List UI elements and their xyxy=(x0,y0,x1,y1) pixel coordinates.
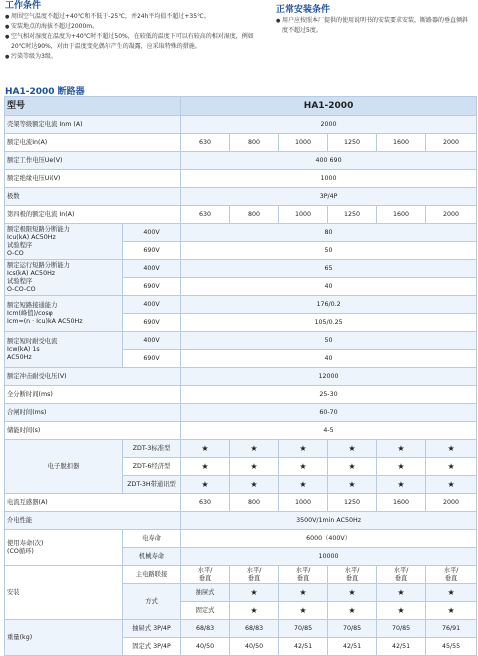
table-row xyxy=(5,530,477,548)
table-row xyxy=(5,620,477,638)
row-value: 800 xyxy=(230,134,279,152)
row-value: 800 xyxy=(230,206,279,224)
star-mark: ★ xyxy=(377,602,426,620)
voltage-label: 690V xyxy=(123,314,181,332)
star-mark: ★ xyxy=(328,584,377,602)
star-mark: ★ xyxy=(181,440,230,458)
row-value: 水平/ 垂直 xyxy=(426,566,477,584)
installation-conditions xyxy=(276,5,472,36)
star-mark: ★ xyxy=(377,458,426,476)
star-mark: ★ xyxy=(279,458,328,476)
row-label: 额定短时耐受电流 Icw(kA) 1s AC50Hz xyxy=(5,332,123,368)
table-row xyxy=(5,188,477,206)
row-value: 40 xyxy=(181,350,477,368)
table-row xyxy=(5,296,477,314)
row-value: 3500V/1min AC50Hz xyxy=(181,512,477,530)
row-value: 1000 xyxy=(279,134,328,152)
voltage-label: 400V xyxy=(123,260,181,278)
row-label: 使用寿命(次) (CO循环) xyxy=(5,530,123,566)
working-conditions xyxy=(5,1,267,62)
row-label: 额定冲击耐受电压(V) xyxy=(5,368,181,386)
table-row xyxy=(5,134,477,152)
star-mark: ★ xyxy=(230,602,279,620)
model-label: 型号 xyxy=(5,97,181,116)
star-mark: ★ xyxy=(181,458,230,476)
star-mark: ★ xyxy=(426,476,477,494)
star-mark: ★ xyxy=(328,476,377,494)
voltage-label: 690V xyxy=(123,350,181,368)
star-mark: ★ xyxy=(279,440,328,458)
row-value: 40/50 xyxy=(181,638,230,656)
sub-label: 主电路联接 xyxy=(123,566,181,584)
row-label: 额定工作电压Ue(V) xyxy=(5,152,181,170)
row-label: 第四极的额定电流 In(A) xyxy=(5,206,181,224)
row-value: 630 xyxy=(181,134,230,152)
row-label: 介电性能 xyxy=(5,512,181,530)
table-row xyxy=(5,206,477,224)
star-mark: ★ xyxy=(328,458,377,476)
row-value: 1250 xyxy=(328,134,377,152)
row-value: 68/83 xyxy=(230,620,279,638)
row-label: 额定运行短路分断能力 Ics(kA) AC50Hz 试验程序 O-CO-CO xyxy=(5,260,123,296)
table-row xyxy=(5,116,477,134)
row-value: 1600 xyxy=(377,494,426,512)
star-mark: ★ xyxy=(279,602,328,620)
row-value: 25-30 xyxy=(181,386,477,404)
star-mark: ★ xyxy=(230,476,279,494)
table-row xyxy=(5,440,477,458)
row-value: 1250 xyxy=(328,206,377,224)
voltage-label: 400V xyxy=(123,224,181,242)
row-label: 额定绝缘电压Ui(V) xyxy=(5,170,181,188)
voltage-label: 400V xyxy=(123,332,181,350)
row-value: 2000 xyxy=(181,116,477,134)
row-value: 630 xyxy=(181,206,230,224)
row-label: 额定极限短路分断能力 Icu(kA) AC50Hz 试验程序 O-CO xyxy=(5,224,123,260)
row-value: 68/83 xyxy=(181,620,230,638)
sub-label: 固定式 3P/4P xyxy=(123,638,181,656)
sub-label: 电寿命 xyxy=(123,530,181,548)
row-label: 电子脱扣器 xyxy=(5,440,123,494)
star-mark: ★ xyxy=(377,584,426,602)
row-value: 45/55 xyxy=(426,638,477,656)
star-mark: ★ xyxy=(377,476,426,494)
row-value: 10000 xyxy=(181,548,477,566)
row-label: 合闸时间(ms) xyxy=(5,404,181,422)
row-value: 50 xyxy=(181,242,477,260)
table-row xyxy=(5,260,477,278)
installation-conditions-title: 正常安装条件 xyxy=(276,5,331,15)
condition-item: ● 污染等级为3级。 xyxy=(5,52,267,62)
sub-label: 抽屉式 3P/4P xyxy=(123,620,181,638)
row-value: 630 xyxy=(181,494,230,512)
row-value: 50 xyxy=(181,332,477,350)
row-value: 6000（400V） xyxy=(181,530,477,548)
group-label: 方式 xyxy=(123,584,181,620)
star-mark: ★ xyxy=(181,476,230,494)
row-value: 水平/ 垂直 xyxy=(328,566,377,584)
row-value: 4-5 xyxy=(181,422,477,440)
table-row xyxy=(5,152,477,170)
voltage-label: 690V xyxy=(123,278,181,296)
row-value: 水平/ 垂直 xyxy=(279,566,328,584)
row-value: 1600 xyxy=(377,134,426,152)
sub-label: ZDT-3H带通讯型 xyxy=(123,476,181,494)
section-title: HA1-2000 断路器 xyxy=(5,87,85,97)
table-row xyxy=(5,422,477,440)
row-label: 安装 xyxy=(5,566,123,620)
table-row xyxy=(5,512,477,530)
row-value: 60-70 xyxy=(181,404,477,422)
model-name: HA1-2000 xyxy=(181,97,477,116)
condition-item: ● 周围空气温度不超过+40℃和不低于-25℃，并24h平均值不超过+35℃。 xyxy=(5,12,267,22)
row-label: 储能时间(s) xyxy=(5,422,181,440)
star-mark: ★ xyxy=(426,584,477,602)
table-row xyxy=(5,386,477,404)
condition-item: ● 用户应按照本厂提供的使用说明书的安装要求安装，断路器的垂直倾斜度不超过5度。 xyxy=(276,16,472,36)
row-label: 额定短路接通能力 Icm(峰值)/cosφ Icm=(n · Icu)kA AC50Hz xyxy=(5,296,123,332)
star-mark: ★ xyxy=(328,440,377,458)
row-value: 1600 xyxy=(377,206,426,224)
row-value: 3P/4P xyxy=(181,188,477,206)
row-value: 40/50 xyxy=(230,638,279,656)
row-value: 2000 xyxy=(426,134,477,152)
row-value: 1000 xyxy=(181,170,477,188)
star-mark: ★ xyxy=(426,602,477,620)
row-value: 65 xyxy=(181,260,477,278)
row-label: 壳架等级额定电流 Inm (A) xyxy=(5,116,181,134)
table-row xyxy=(5,224,477,242)
row-value: 42/51 xyxy=(377,638,426,656)
row-value: 1000 xyxy=(279,494,328,512)
row-label: 额定电流In(A) xyxy=(5,134,181,152)
row-value: 1250 xyxy=(328,494,377,512)
row-value: 2000 xyxy=(426,206,477,224)
star-mark: ★ xyxy=(377,440,426,458)
row-value: 水平/ 垂直 xyxy=(377,566,426,584)
table-row xyxy=(5,404,477,422)
row-value: 12000 xyxy=(181,368,477,386)
row-value: 42/51 xyxy=(328,638,377,656)
table-row xyxy=(5,170,477,188)
star-mark: ★ xyxy=(279,476,328,494)
star-mark: ★ xyxy=(230,458,279,476)
row-value: 80 xyxy=(181,224,477,242)
row-value: 水平/ 垂直 xyxy=(230,566,279,584)
table-row xyxy=(5,97,477,116)
table-row xyxy=(5,332,477,350)
star-mark: ★ xyxy=(328,602,377,620)
star-mark: ★ xyxy=(426,440,477,458)
row-label: 重量(kg) xyxy=(5,620,123,656)
star-mark: ★ xyxy=(279,584,328,602)
row-value: 2000 xyxy=(426,494,477,512)
row-value: 42/51 xyxy=(279,638,328,656)
row-value: 40 xyxy=(181,278,477,296)
row-label: 电流互感器(A) xyxy=(5,494,181,512)
voltage-label: 400V xyxy=(123,296,181,314)
row-value: 水平/ 垂直 xyxy=(181,566,230,584)
star-mark: ★ xyxy=(230,440,279,458)
sub-label: 固定式 xyxy=(181,602,230,620)
row-label: 全分断时间(ms) xyxy=(5,386,181,404)
row-value: 70/85 xyxy=(377,620,426,638)
sub-label: ZDT-3标准型 xyxy=(123,440,181,458)
sub-label: 抽屉式 xyxy=(181,584,230,602)
row-value: 70/85 xyxy=(279,620,328,638)
table-row xyxy=(5,494,477,512)
working-conditions-title: 工作条件 xyxy=(5,1,42,11)
condition-item: ● 安装地点的海拔不超过2000m。 xyxy=(5,22,267,32)
row-value: 1000 xyxy=(279,206,328,224)
spec-table xyxy=(4,96,477,656)
row-value: 76/91 xyxy=(426,620,477,638)
table-row xyxy=(5,566,477,584)
star-mark: ★ xyxy=(426,458,477,476)
condition-item: ● 空气相对湿度在温度为+40℃时不超过50%，在较低的温度下可以有较高的相对湿度，例如20℃时达90%，对由于温度变化偶尔产生的凝露，应采取特殊的措施。 xyxy=(5,32,267,52)
row-value: 800 xyxy=(230,494,279,512)
sub-label: 机械寿命 xyxy=(123,548,181,566)
row-value: 70/85 xyxy=(328,620,377,638)
row-value: 400 690 xyxy=(181,152,477,170)
row-value: 176/0.2 xyxy=(181,296,477,314)
row-label: 极数 xyxy=(5,188,181,206)
sub-label: ZDT-6经济型 xyxy=(123,458,181,476)
star-mark: ★ xyxy=(230,584,279,602)
row-value: 105/0.25 xyxy=(181,314,477,332)
voltage-label: 690V xyxy=(123,242,181,260)
table-row xyxy=(5,368,477,386)
